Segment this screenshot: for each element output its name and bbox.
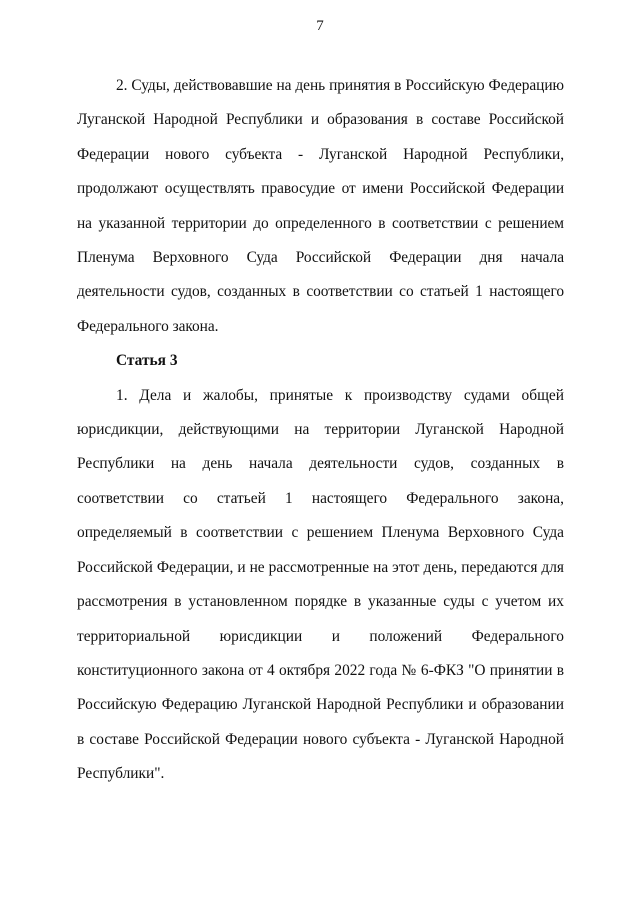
- article-heading: Статья 3: [116, 352, 178, 370]
- document-body: [77, 69, 564, 792]
- paragraph-courts-continue: 2. Суды, действовавшие на день принятия в Российскую Федерацию Луганской Народной Республики и образования в составе Российской Федерации нового субъекта - Луганской Народной Республики, продолжают осуществлять правосудие от имени Российской Федерации на указанной территории до определенного в соответствии с решением Пленума Верховного Суда Российской Федерации дня начала деятельности судов, созданных в соответствии со статьей 1 настоящего Федерального закона.: [77, 77, 564, 335]
- paragraph-cases-transfer: 1. Дела и жалобы, принятые к производству судами общей юрисдикции, действующими на территории Луганской Народной Республики на день начала деятельности судов, созданных в соответствии со статьей 1 настоящего Федерального закона, определяемый в соответствии с решением Пленума Верховного Суда Российской Федерации, и не рассмотренные на этот день, передаются для рассмотрения в установленном порядке в указанные суды с учетом их территориальной юрисдикции и положений Федерального конституционного закона от 4 октября 2022 года № 6-ФКЗ "О принятии в Российскую Федерацию Луганской Народной Республики и образовании в составе Российской Федерации нового субъекта - Луганской Народной Республики".: [77, 386, 564, 783]
- page-number: 7: [316, 18, 324, 34]
